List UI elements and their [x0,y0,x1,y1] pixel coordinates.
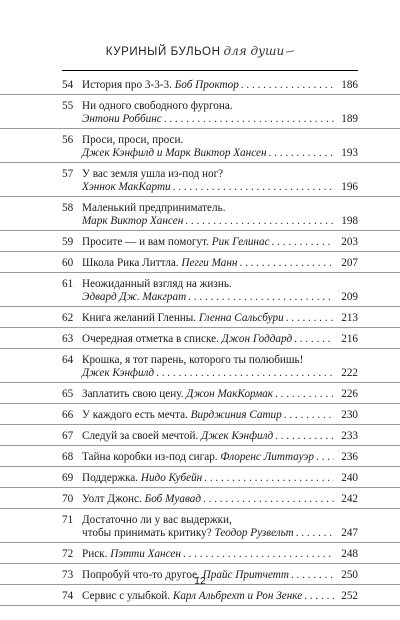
entry-page: 252 [341,590,358,602]
entry-title: Просите — и вам помогут. [82,236,209,248]
dot-leader [241,79,334,92]
toc-entry [0,383,400,404]
entry-page: 226 [341,388,358,400]
entry-title: Неожиданный взгляд на жизнь. [82,278,232,290]
entry-number: 58 [62,202,74,214]
entry-title: Крошка, я тот парень, которого ты полюбишь! [82,354,304,366]
dot-leader [173,181,334,194]
entry-page: 250 [341,569,358,581]
dot-leader [294,333,334,346]
toc-entry [0,197,400,231]
entry-title: Следуй за своей мечтой. [82,430,199,442]
entry-title: Ни одного свободного фургона. [82,100,233,112]
entry-number: 62 [62,312,74,324]
toc-entry [0,543,400,564]
entry-title: У вас земля ушла из-под ног? [82,168,224,180]
toc-entry [0,273,400,307]
entry-number: 57 [62,168,74,180]
toc-entry [0,129,400,163]
entry-title: Очередная отметка в списке. [82,333,219,345]
toc-entry [0,488,400,509]
dot-leader [286,312,334,325]
entry-page: 222 [341,367,358,379]
entry-author: Джек Кэнфилд и Марк Виктор Хансен [82,147,267,159]
dot-leader [185,215,334,228]
entry-author: Рик Гелинас [211,236,270,248]
dot-leader [304,590,334,603]
page-number: 12 [194,575,206,587]
entry-page: 247 [341,527,358,539]
entry-author: Прайс Притчетт [202,569,289,581]
entry-author: Флоренс Литтауэр [220,451,314,463]
toc-entry [0,328,400,349]
entry-author: Теодор Рузвельт [214,527,294,539]
entry-author: Боб Проктор [174,79,239,91]
book-subtitle: для души [223,44,285,58]
entry-title-continued: чтобы принимать критику? [82,527,212,539]
entry-title: У каждого есть мечта. [82,409,188,421]
entry-author: Гленна Сальсбури [198,312,284,324]
toc-entry [0,425,400,446]
entry-page: 189 [341,113,358,125]
entry-page: 230 [341,409,358,421]
entry-number: 70 [62,493,74,505]
entry-title: История про 3-3-3. [82,79,172,91]
entry-page: 236 [341,451,358,463]
dot-leader [269,147,334,160]
entry-author: Энтони Роббинс [82,113,162,125]
entry-title: Проси, проси, проси. [82,134,184,146]
entry-page: 203 [341,236,358,248]
toc-entry [0,95,400,129]
entry-page: 213 [341,312,358,324]
dot-leader [183,548,334,561]
entry-number: 74 [62,590,74,602]
entry-number: 63 [62,333,74,345]
dot-leader [239,257,334,270]
entry-title: Заплатить свою цену. [82,388,184,400]
entry-number: 56 [62,134,74,146]
entry-page: 209 [341,291,358,303]
entry-author: Джек Кэнфилд [82,367,155,379]
toc-entry [0,349,400,383]
entry-page: 207 [341,257,358,269]
entry-number: 73 [62,569,74,581]
entry-number: 72 [62,548,74,560]
toc-entry [0,231,400,252]
toc-entry [0,467,400,488]
entry-number: 59 [62,236,74,248]
entry-number: 67 [62,430,74,442]
entry-author: Вирджиния Сатир [190,409,282,421]
dot-leader [275,388,334,401]
entry-title: Школа Рика Литтла. [82,257,179,269]
entry-author: Джон МакКормак [186,388,274,400]
entry-page: 196 [341,181,358,193]
entry-author: Пегги Манн [181,257,238,269]
entry-author: Джон Годдард [221,333,293,345]
entry-number: 66 [62,409,74,421]
toc-entry [0,74,400,95]
dot-leader [272,236,334,249]
entry-page: 240 [341,472,358,484]
swash-ornament [286,50,294,52]
dot-leader [296,527,334,540]
toc-entry [0,585,400,606]
running-header [0,42,400,60]
entry-title: Поддержка. [82,472,139,484]
entry-page: 248 [341,548,358,560]
entry-title: Уолт Джонс. [82,493,142,505]
entry-author: Нидо Кубейн [140,472,203,484]
table-of-contents [0,74,400,606]
entry-number: 61 [62,278,74,290]
dot-leader [164,113,334,126]
header-divider [62,70,358,71]
dot-leader [316,451,334,464]
entry-author: Хэннок МакКарти [82,181,171,193]
entry-author: Эдвард Дж. Макграт [82,291,187,303]
book-title: КУРИНЫЙ БУЛЬОН [105,46,221,58]
entry-title: Риск. [82,548,108,560]
dot-leader [188,291,334,304]
entry-number: 64 [62,354,74,366]
entry-author: Джек Кэнфилд [201,430,274,442]
dot-leader [204,472,334,485]
entry-number: 71 [62,514,74,526]
entry-page: 233 [341,430,358,442]
toc-entry [0,307,400,328]
entry-title: Тайна коробки из-под сигар. [82,451,218,463]
entry-page: 242 [341,493,358,505]
entry-author: Пэтти Хансен [110,548,181,560]
entry-page: 216 [341,333,358,345]
entry-title: Сервис с улыбкой. [82,590,171,602]
entry-title: Маленький предприниматель. [82,202,226,214]
entry-author: Марк Виктор Хансен [82,215,184,227]
entry-number: 55 [62,100,74,112]
dot-leader [203,493,334,506]
entry-page: 193 [341,147,358,159]
entry-title: Достаточно ли у вас выдержки, [82,514,232,526]
entry-page: 186 [341,79,358,91]
entry-title: Попробуй что-то другое. [82,569,200,581]
entry-author: Боб Муавад [144,493,201,505]
entry-author: Карл Альбрехт и Рон Зенке [172,590,303,602]
entry-number: 60 [62,257,74,269]
toc-entry [0,446,400,467]
entry-number: 65 [62,388,74,400]
dot-leader [275,430,334,443]
entry-number: 68 [62,451,74,463]
toc-entry [0,404,400,425]
toc-entry [0,163,400,197]
toc-entry [0,509,400,543]
entry-title: Книга желаний Гленны. [82,312,197,324]
dot-leader [156,367,334,380]
entry-number: 69 [62,472,74,484]
dot-leader [284,409,334,422]
entry-number: 54 [62,79,74,91]
toc-entry [0,252,400,273]
entry-page: 198 [341,215,358,227]
